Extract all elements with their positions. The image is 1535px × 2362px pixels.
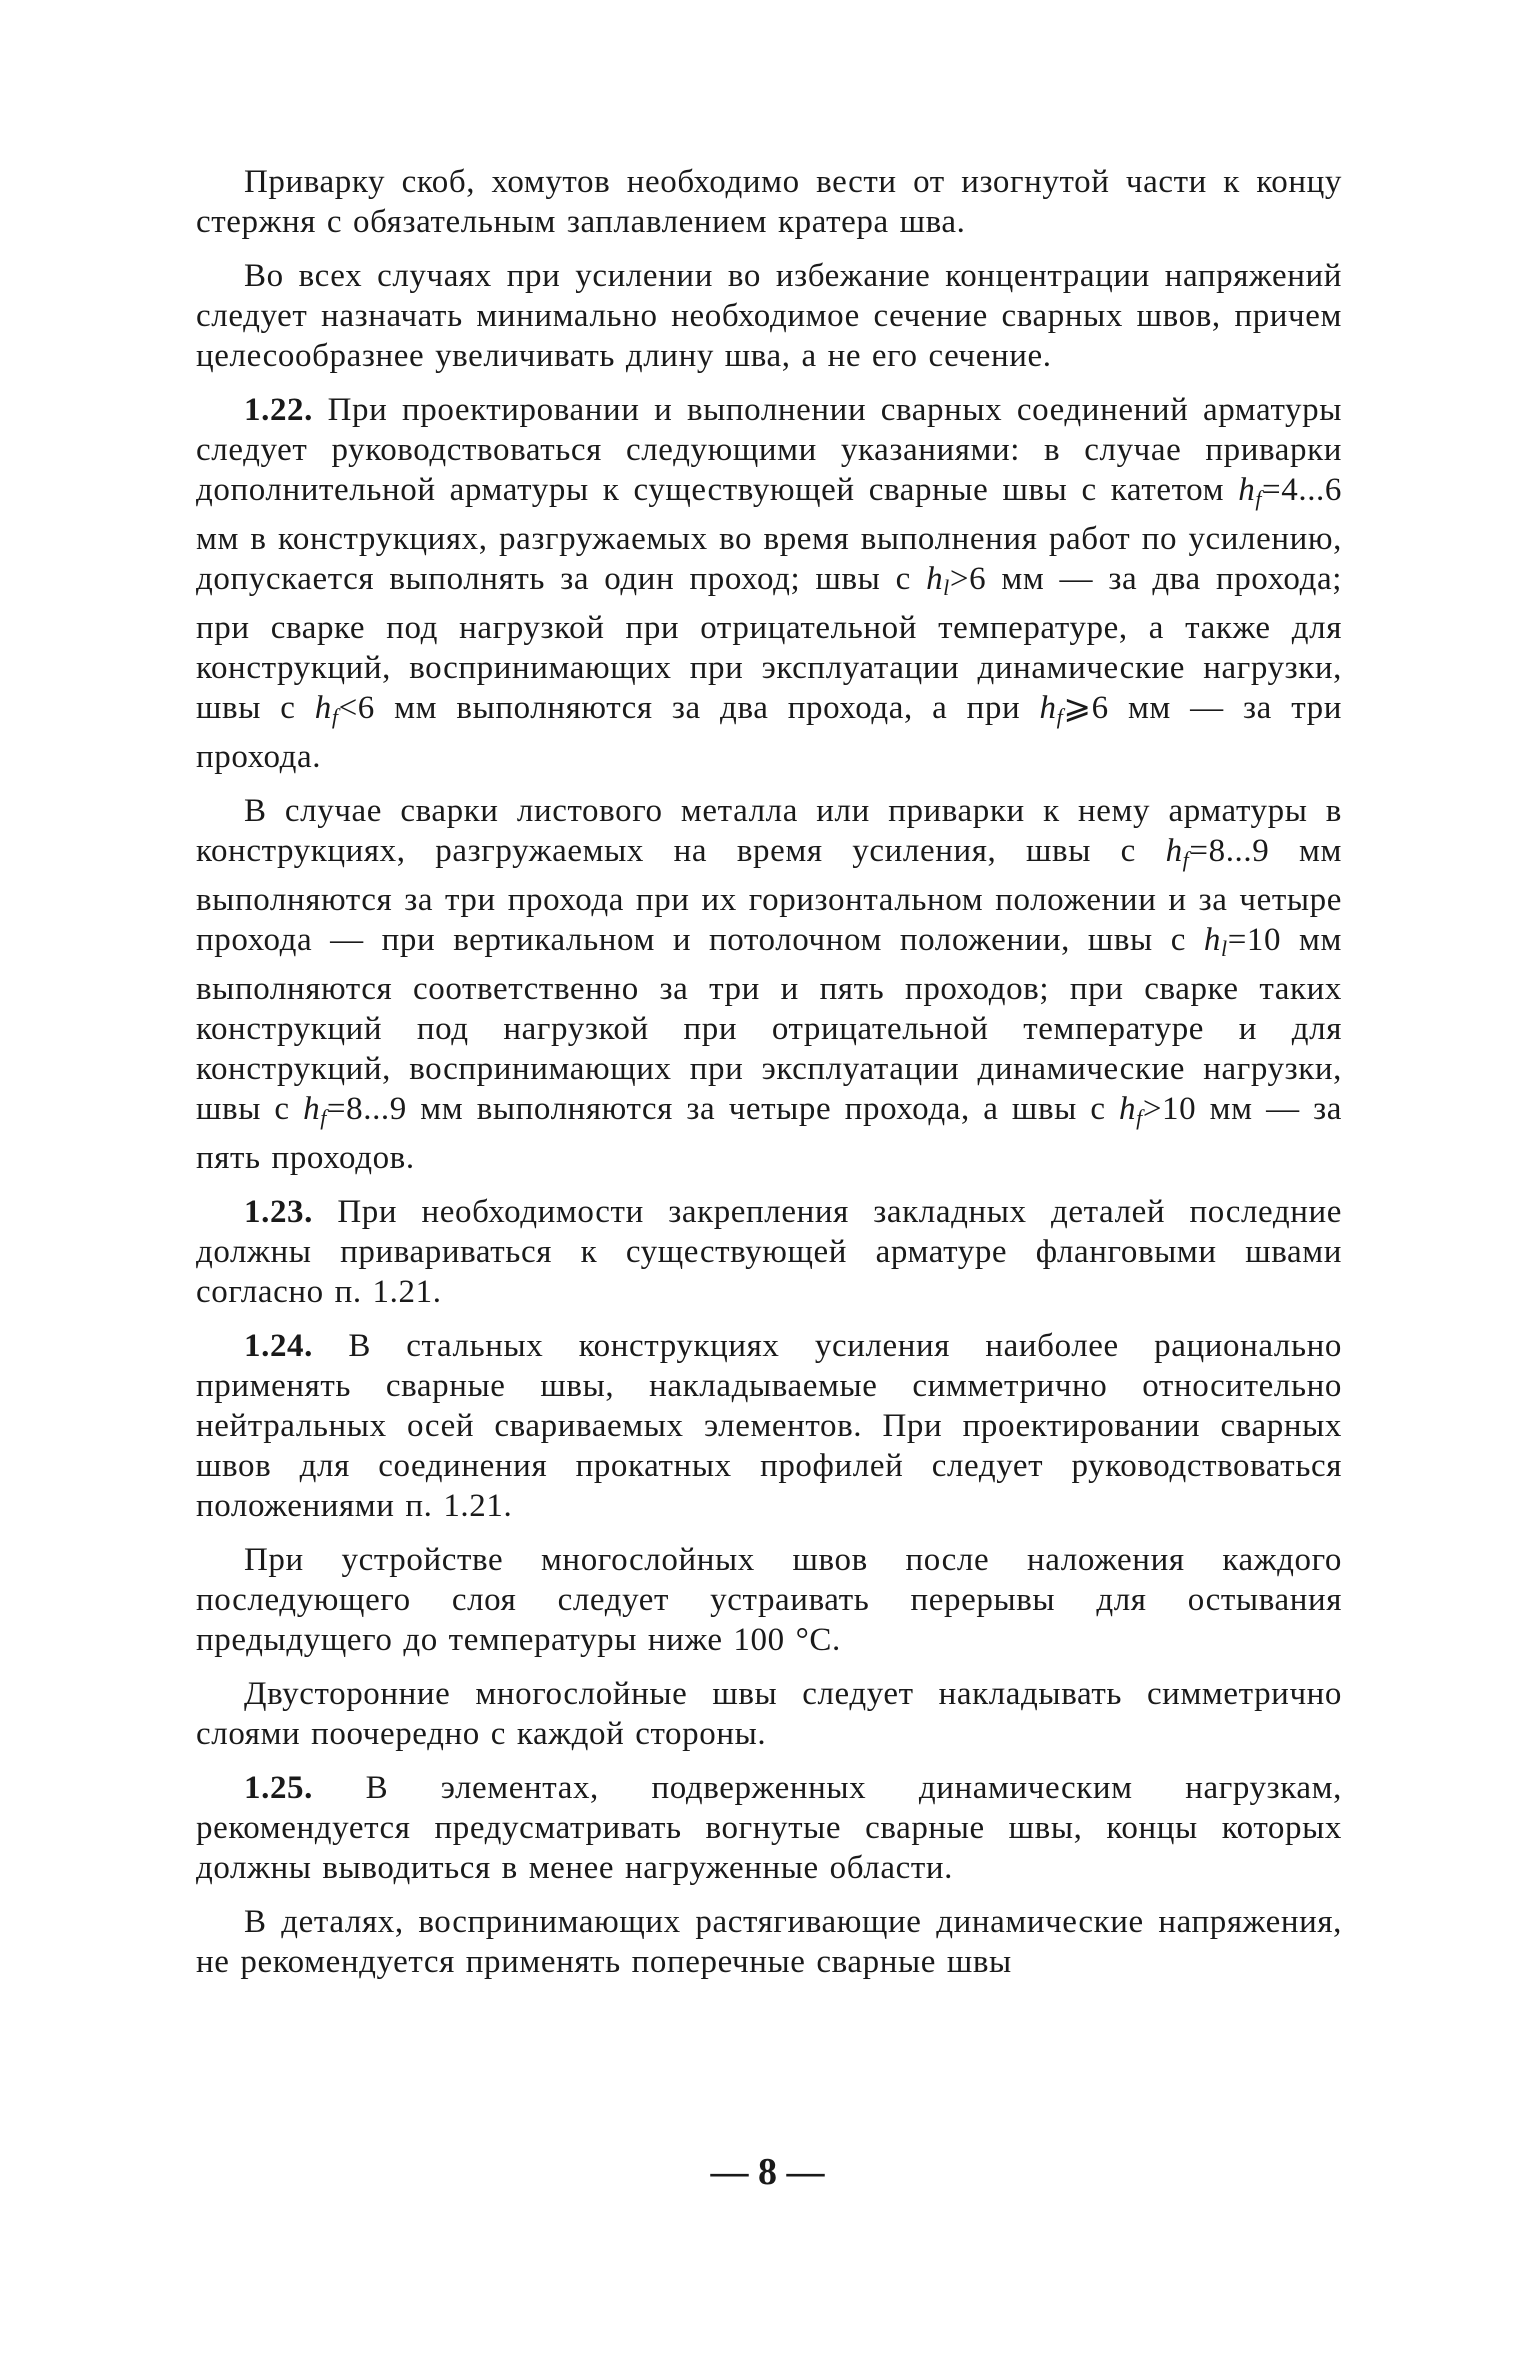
symbol-h: h (303, 1091, 321, 1127)
symbol-h: h (926, 561, 944, 597)
symbol-subscript: l (943, 575, 950, 600)
symbol-subscript: l (1220, 936, 1228, 961)
symbol-h: h (314, 690, 332, 726)
paragraph-text: При устройстве многослойных швов после наложения каждого последующего слоя следует устраивать перерывы для остывания предыдущего до температуры ниже 100 °С. (196, 1542, 1342, 1658)
clause-number: 1.23. (244, 1194, 313, 1230)
symbol-subscript: f (1056, 704, 1064, 729)
clause-text-part: При проектировании и выполнении сварных соединений арматуры следует руководствоваться следующими указаниями: в случае приварки дополнительной арматуры к существующей сварные швы с катетом (196, 392, 1342, 508)
paragraph-sheet-metal-welding (196, 791, 1342, 1178)
clause-number: 1.22. (244, 392, 313, 428)
paragraph-text: Приварку скоб, хомутов необходимо вести от изогнутой части к концу стержня с обязательным заплавлением кратера шва. (196, 164, 1342, 240)
clause-number: 1.25. (244, 1770, 313, 1806)
symbol-subscript: f (1182, 847, 1190, 872)
symbol-subscript: f (1136, 1105, 1143, 1130)
paragraph-text-part: =10 мм выполняются соответственно за три и пять проходов; при сварке таких конструкций под нагрузкой при отрицательной температуре и для конструкций, воспринимающих при эксплуатации динамические нагрузки, швы с (196, 922, 1342, 1127)
paragraph-stress-concentration (196, 256, 1342, 376)
paragraph-multilayer-welds (196, 1540, 1342, 1660)
symbol-subscript: f (1255, 486, 1263, 511)
clause-1-22 (196, 390, 1342, 777)
paragraph-text-part: =8...9 мм выполняются за три прохода при их горизонтальном положении и за четыре прохода — при вертикальном и потолочном положении, швы с (196, 833, 1342, 958)
paragraph-text-part: >10 мм — за пять проходов. (196, 1091, 1342, 1176)
paragraph-text-part: =8...9 мм выполняются за четыре прохода, а швы с (326, 1091, 1120, 1127)
paragraph-double-sided-welds (196, 1674, 1342, 1754)
symbol-h: h (1203, 922, 1221, 958)
symbol-h: h (1165, 833, 1183, 869)
clause-text-part: <6 мм выполняются за два прохода, а при (338, 690, 1040, 726)
clause-text: В стальных конструкциях усиления наиболее рационально применять сварные швы, накладываемые симметрично относительно нейтральных осей свариваемых элементов. При проектировании сварных швов для соединения прокатных профилей следует руководствоваться положениями п. 1.21. (196, 1328, 1342, 1524)
clause-text: При необходимости закрепления закладных деталей последние должны привариваться к существующей арматуре фланговыми швами согласно п. 1.21. (196, 1194, 1342, 1310)
document-body (196, 162, 1342, 1996)
symbol-h: h (1119, 1091, 1137, 1127)
clause-1-23 (196, 1192, 1342, 1312)
paragraph-text-part: В случае сварки листового металла или приварки к нему арматуры в конструкциях, разгружаемых на время усиления, швы с (196, 793, 1342, 869)
clause-text-part: >6 мм — за два прохода; при сварке под нагрузкой при отрицательной температуре, а также для конструкций, воспринимающих при эксплуатации динамические нагрузки, швы с (196, 561, 1342, 726)
clause-text: В элементах, подверженных динамическим нагрузкам, рекомендуется предусматривать вогнутые сварные швы, концы которых должны выводиться в менее нагруженные области. (196, 1770, 1342, 1886)
clause-text-part: =4...6 мм в конструкциях, разгружаемых во время выполнения работ по усилению, допускается выполнять за один проход; швы с (196, 472, 1342, 597)
paragraph-text: Двусторонние многослойные швы следует накладывать симметрично слоями поочередно с каждой стороны. (196, 1676, 1342, 1752)
page-number: — 8 — (710, 2151, 825, 2193)
paragraph-text: В деталях, воспринимающих растягивающие динамические напряжения, не рекомендуется применять поперечные сварные швы (196, 1904, 1342, 1980)
clause-number: 1.24. (244, 1328, 313, 1364)
symbol-subscript: f (331, 704, 339, 729)
paragraph-dynamic-stresses (196, 1902, 1342, 1982)
symbol-h: h (1039, 690, 1057, 726)
symbol-subscript: f (320, 1105, 327, 1130)
paragraph-welding-brackets (196, 162, 1342, 242)
paragraph-text: Во всех случаях при усилении во избежание концентрации напряжений следует назначать минимально необходимое сечение сварных швов, причем целесообразнее увеличивать длину шва, а не его сечение. (196, 258, 1342, 374)
clause-1-24 (196, 1326, 1342, 1526)
clause-text-part: ⩾6 мм — за три прохода. (196, 690, 1342, 775)
clause-1-25 (196, 1768, 1342, 1888)
symbol-h: h (1238, 472, 1256, 508)
